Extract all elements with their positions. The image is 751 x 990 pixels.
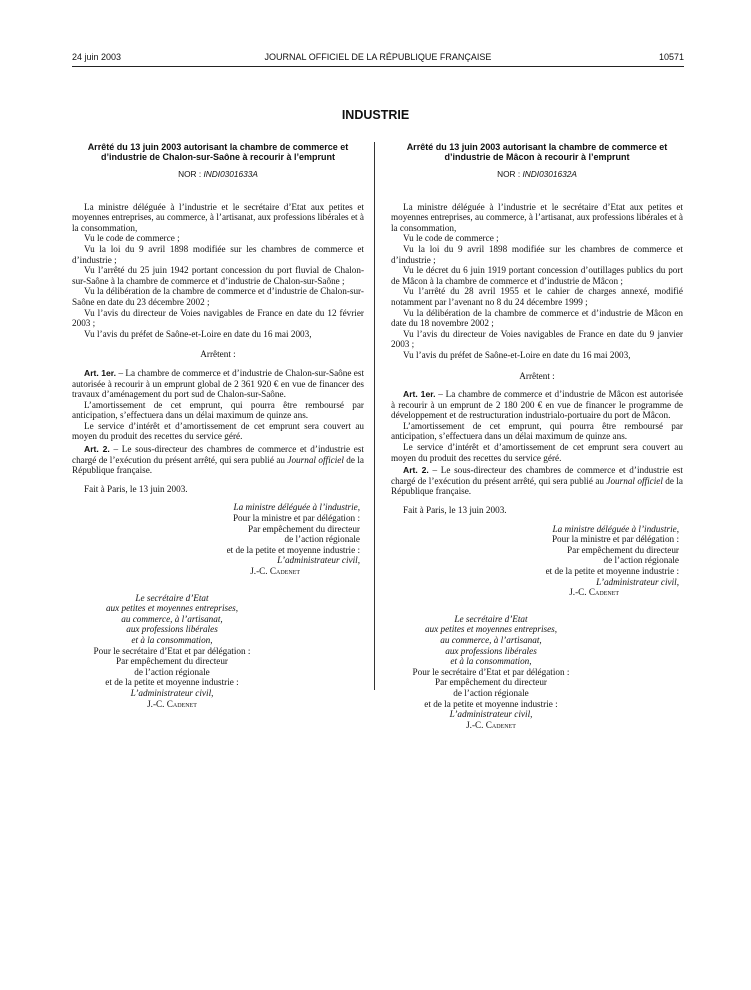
signature-role: au commerce, à l’artisanat, bbox=[121, 613, 223, 624]
signature-line: Pour la ministre et par délégation : bbox=[551, 534, 679, 545]
signature-role: La ministre déléguée à l’industrie, bbox=[552, 523, 679, 534]
article-2-text: – Le sous-directeur des chambres de commerce et d’industrie est chargé de l’exécution du présent arrêté, qui sera publié au bbox=[72, 444, 364, 465]
article-1-paragraph: L’amortissement de cet emprunt, qui pourra être remboursé par anticipation, s’effectuera dans un délai maximum de quinze ans. bbox=[391, 420, 683, 442]
intro-paragraph: La ministre déléguée à l’industrie et le secrétaire d’Etat aux petites et moyennes entreprises, au commerce, à l’artisanat, aux professions libérales et à la consommation, bbox=[391, 201, 683, 233]
vu-item: Vu la loi du 9 avril 1898 modifiée sur les chambres de commerce et d’industrie ; bbox=[72, 243, 364, 265]
signatory-name: J.-C. Cadenet bbox=[250, 566, 300, 576]
article-2-label: Art. 2. bbox=[84, 444, 110, 455]
vu-item: Vu le code de commerce ; bbox=[403, 233, 499, 244]
signature-line: L’administrateur civil, bbox=[449, 709, 533, 720]
vu-item: Vu la délibération de la chambre de commerce et d’industrie de Mâcon en date du 18 novembre 2002 ; bbox=[391, 307, 683, 329]
signature-line: et de la petite et moyenne industrie : bbox=[105, 677, 239, 688]
article-1-paragraph: Le service d’intérêt et d’amortissement de cet emprunt sera couvert au moyen du produit des recettes du service géré. bbox=[72, 420, 364, 442]
arretent-heading: Arrêtent : bbox=[519, 370, 555, 381]
right-column bbox=[391, 142, 683, 730]
header-rule bbox=[72, 66, 684, 67]
vu-item: Vu la loi du 9 avril 1898 modifiée sur les chambres de commerce et d’industrie ; bbox=[391, 243, 683, 265]
signature-role: Le secrétaire d’Etat bbox=[135, 592, 209, 603]
arretent-heading: Arrêtent : bbox=[200, 349, 236, 360]
intro-paragraph: La ministre déléguée à l’industrie et le secrétaire d’Etat aux petites et moyennes entreprises, au commerce, à l’artisanat, aux professions libérales et à la consommation, bbox=[72, 201, 364, 233]
signature-line: Pour le secrétaire d’Etat et par délégation : bbox=[412, 666, 570, 677]
vu-item: Vu l’arrêté du 25 juin 1942 portant concession du port fluvial de Chalon-sur-Saône à la chambre de commerce et d’industrie de Chalon-sur-Saône ; bbox=[72, 265, 364, 286]
article-1-text: – La chambre de commerce et d’industrie de Mâcon est autorisée à recourir à un emprunt de 2 180 200 € en vue de financer le programme de développement et de restructuration industrialo-portuaire du port de Mâcon. bbox=[391, 389, 683, 421]
vu-item: Vu l’avis du directeur de Voies navigables de France en date du 12 février 2003 ; bbox=[72, 307, 364, 329]
signature-role: aux petites et moyennes entreprises, bbox=[105, 603, 239, 614]
nor-code: INDI0301632A bbox=[522, 169, 577, 179]
article-2-label: Art. 2. bbox=[403, 465, 429, 476]
signature-line: L’administrateur civil, bbox=[596, 576, 679, 587]
article-1-label: Art. 1er. bbox=[84, 367, 117, 378]
signature-line: et de la petite et moyenne industrie : bbox=[545, 566, 679, 576]
signatory-name: J.-C. Cadenet bbox=[147, 698, 197, 709]
nor-code: INDI0301633A bbox=[203, 169, 258, 179]
article-2 bbox=[72, 444, 364, 476]
nor-label: NOR : bbox=[497, 169, 521, 179]
header-date: 24 juin 2003 bbox=[72, 52, 122, 62]
header-journal-title: JOURNAL OFFICIEL DE LA RÉPUBLIQUE FRANÇAISE bbox=[264, 52, 492, 62]
article-1 bbox=[72, 368, 364, 400]
fait-a-paris: Fait à Paris, le 13 juin 2003. bbox=[84, 483, 188, 494]
arrete-title-macon: Arrêté du 13 juin 2003 autorisant la chambre de commerce et d’industrie de Mâcon à recourir à l’emprunt bbox=[406, 142, 668, 162]
signature-role: aux petites et moyennes entreprises, bbox=[424, 624, 558, 635]
vu-item: Vu le code de commerce ; bbox=[84, 233, 180, 244]
signature-role: au commerce, à l’artisanat, bbox=[440, 634, 542, 645]
signature-role: et à la consommation, bbox=[131, 634, 213, 645]
signature-line: de l’action régionale bbox=[284, 534, 360, 545]
column-divider bbox=[374, 142, 375, 690]
article-1-text: – La chambre de commerce et d’industrie de Chalon-sur-Saône est autorisée à recourir à un emprunt global de 2 361 920 € en vue de financer des travaux d’aménagement du port sud de Chalon-sur-Saône. bbox=[72, 367, 364, 400]
page-header bbox=[72, 52, 684, 64]
signature-role: La ministre déléguée à l’industrie, bbox=[233, 502, 360, 513]
signature-line: de l’action régionale bbox=[603, 555, 679, 566]
signature-line: Pour la ministre et par délégation : bbox=[232, 513, 360, 524]
left-column bbox=[72, 142, 364, 709]
vu-item: Vu l’arrêté du 28 avril 1955 et le cahier de charges annexé, modifié notamment par l’avenant no 8 du 24 décembre 1999 ; bbox=[391, 286, 683, 307]
article-2-text: – Le sous-directeur des chambres de commerce et d’industrie est chargé de l’exécution du présent arrêté, qui sera publié au bbox=[391, 465, 683, 486]
vu-item: Vu la délibération de la chambre de commerce et d’industrie de Chalon-sur-Saône en date du 23 décembre 2002 ; bbox=[72, 286, 364, 307]
signature-line: Par empêchement du directeur bbox=[116, 656, 228, 667]
signature-ministre bbox=[72, 502, 364, 576]
article-1-label: Art. 1er. bbox=[403, 389, 436, 400]
article-1 bbox=[391, 389, 683, 421]
journal-officiel-ref: Journal officiel bbox=[287, 454, 344, 465]
signature-line: L’administrateur civil, bbox=[277, 555, 360, 566]
journal-officiel-ref: Journal officiel bbox=[606, 475, 663, 486]
article-1-paragraph: Le service d’intérêt et d’amortissement de cet emprunt sera couvert au moyen du produit des recettes du service géré. bbox=[391, 442, 683, 463]
vu-item: Vu l’avis du préfet de Saône-et-Loire en date du 16 mai 2003, bbox=[403, 349, 631, 360]
vu-item: Vu l’avis du directeur de Voies navigables de France en date du 9 janvier 2003 ; bbox=[391, 328, 683, 350]
signature-line: Pour le secrétaire d’Etat et par délégation : bbox=[93, 645, 251, 656]
signature-line: Par empêchement du directeur bbox=[435, 677, 547, 688]
signature-line: Par empêchement du directeur bbox=[567, 544, 679, 555]
signature-line: Par empêchement du directeur bbox=[248, 523, 360, 534]
signature-line: de l’action régionale bbox=[134, 666, 210, 677]
header-page-number: 10571 bbox=[658, 52, 684, 62]
signature-ministre bbox=[391, 524, 683, 598]
nor-line bbox=[72, 169, 364, 180]
signatory-name: J.-C. Cadenet bbox=[569, 587, 619, 598]
signature-line: et de la petite et moyenne industrie : bbox=[226, 544, 360, 555]
article-2-text-end: de la République française. bbox=[391, 475, 683, 497]
signature-role: aux professions libérales bbox=[445, 645, 537, 656]
signature-line: L’administrateur civil, bbox=[130, 687, 214, 698]
article-1-paragraph: L’amortissement de cet emprunt, qui pourra être remboursé par anticipation, s’effectuera dans un délai maximum de quinze ans. bbox=[72, 399, 364, 421]
signature-role: aux professions libérales bbox=[126, 624, 218, 635]
nor-line bbox=[391, 169, 683, 180]
signatory-name: J.-C. Cadenet bbox=[466, 719, 516, 730]
signature-line: de l’action régionale bbox=[453, 687, 529, 698]
article-2 bbox=[391, 465, 683, 497]
article-2-text-end: de la République française. bbox=[72, 454, 364, 476]
fait-a-paris: Fait à Paris, le 13 juin 2003. bbox=[403, 505, 507, 516]
nor-label: NOR : bbox=[178, 169, 202, 179]
section-title: INDUSTRIE bbox=[341, 108, 410, 122]
signature-role: et à la consommation, bbox=[450, 656, 532, 667]
signature-secretaire bbox=[72, 593, 272, 710]
signature-secretaire bbox=[391, 614, 591, 731]
vu-item: Vu le décret du 6 juin 1919 portant concession d’outillages publics du port de Mâcon à la chambre de commerce et d’industrie de Mâcon ; bbox=[391, 265, 683, 286]
arrete-title-chalon: Arrêté du 13 juin 2003 autorisant la chambre de commerce et d’industrie de Chalon-sur-Saône à recourir à l’emprunt bbox=[87, 142, 349, 162]
vu-item: Vu l’avis du préfet de Saône-et-Loire en date du 16 mai 2003, bbox=[84, 328, 312, 339]
signature-role: Le secrétaire d’Etat bbox=[454, 613, 528, 624]
signature-line: et de la petite et moyenne industrie : bbox=[424, 698, 558, 709]
